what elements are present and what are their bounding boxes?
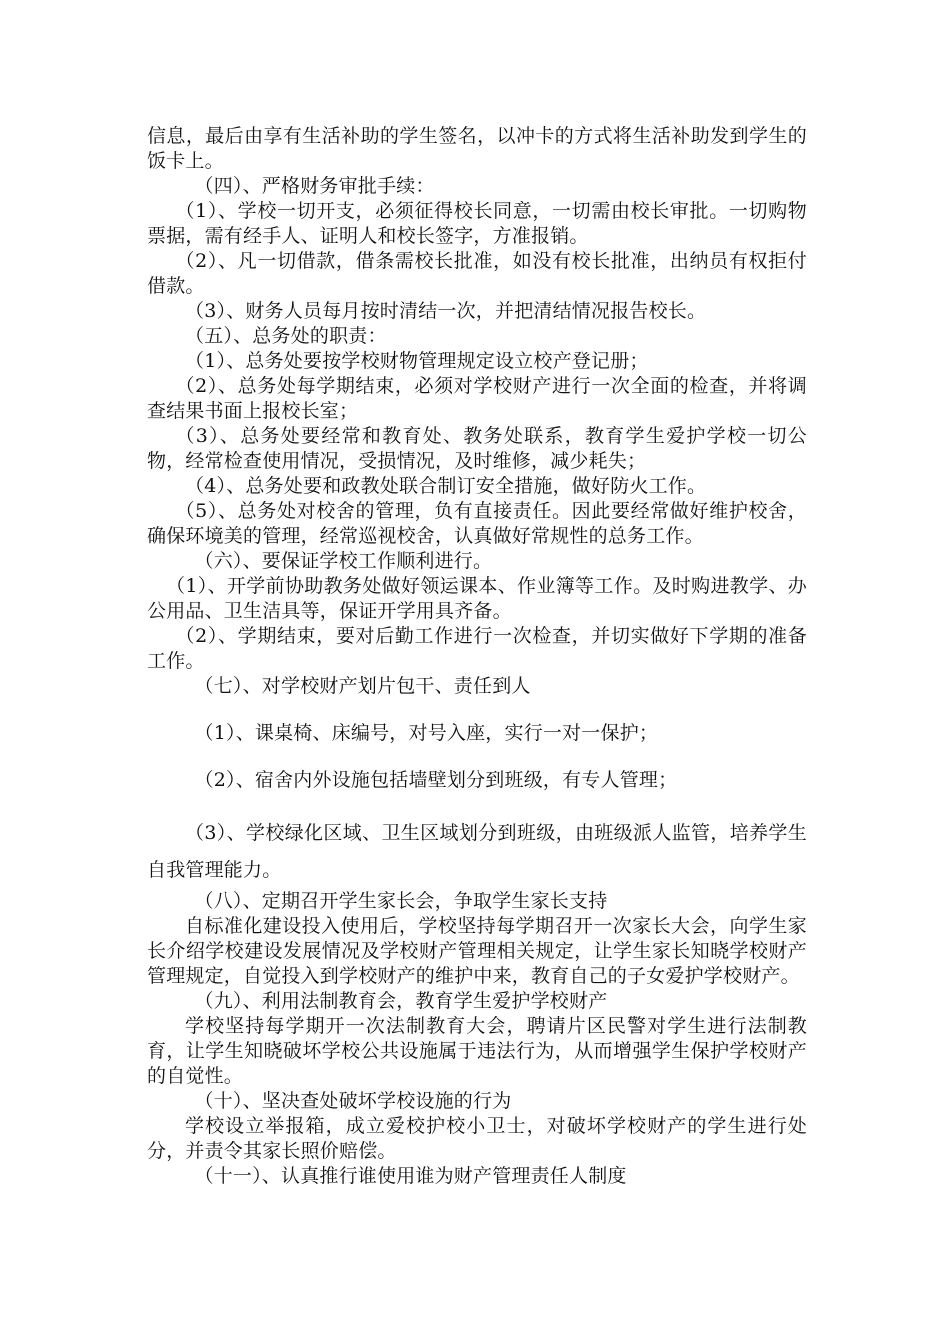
paragraph: （2）、总务处每学期结束，必须对学校财产进行一次全面的检查，并将调查结果书面上报校长室； <box>147 375 807 422</box>
paragraph: （1）、课桌椅、床编号，对号入座，实行一对一保护； <box>194 722 659 744</box>
section-heading: （十一）、认真推行谁使用谁为财产管理责任人制度 <box>194 1165 627 1187</box>
paragraph: （1）、总务处要按学校财物管理规定设立校产登记册； <box>185 350 649 372</box>
section-heading: （九）、利用法制教育会，教育学生爱护学校财产 <box>194 990 608 1012</box>
paragraph: 学校坚持每学期开一次法制教育大会，聘请片区民警对学生进行法制教育，让学生知晓破坏学校公共设施属于违法行为，从而增强学生保护学校财产的自觉性。 <box>147 1015 807 1087</box>
paragraph: （2）、宿舍内外设施包括墙壁划分到班级，有专人管理； <box>194 769 678 791</box>
paragraph: （2）、凡一切借款，借条需校长批准，如没有校长批准，出纳员有权拒付借款。 <box>147 250 807 297</box>
paragraph: （1）、学校一切开支，必须征得校长同意，一切需由校长审批。一切购物票据，需有经手人、证明人和校长签字，方准报销。 <box>147 200 807 247</box>
paragraph: （2）、学期结束，要对后勤工作进行一次检查，并切实做好下学期的准备工作。 <box>147 625 807 672</box>
paragraph: （1）、开学前协助教务处做好领运课本、作业簿等工作。及时购进教学、办公用品、卫生洁具等，保证开学用具齐备。 <box>147 575 807 622</box>
paragraph: （3）、学校绿化区域、卫生区域划分到班级，由班级派人监管，培养学生自我管理能力。 <box>147 822 807 881</box>
section-heading: （六）、要保证学校工作顺利进行。 <box>194 550 493 572</box>
section-heading: （七）、对学校财产划片包干、责任到人 <box>194 675 531 697</box>
section-heading: （五）、总务处的职责： <box>185 325 387 347</box>
section-heading: （十）、坚决查处破坏学校设施的行为 <box>194 1090 512 1112</box>
section-heading: （四）、严格财务审批手续： <box>194 175 435 197</box>
paragraph: 自标准化建设投入使用后，学校坚持每学期召开一次家长大会，向学生家长介绍学校建设发展情况及学校财产管理相关规定，让学生家长知晓学校财产管理规定，自觉投入到学校财产的维护中来，教育自己的子女爱护学校财产。 <box>147 915 807 987</box>
paragraph: （4）、总务处要和政教处联合制订安全措施，做好防火工作。 <box>185 475 707 497</box>
paragraph: 学校设立举报箱，成立爱校护校小卫士，对破坏学校财产的学生进行处分，并责令其家长照价赔偿。 <box>147 1115 807 1162</box>
paragraph: （5）、总务处对校舍的管理，负有直接责任。因此要经常做好维护校舍，确保环境美的管理，经常巡视校舍，认真做好常规性的总务工作。 <box>147 500 807 547</box>
document-body <box>147 124 807 1189</box>
section-heading: （八）、定期召开学生家长会，争取学生家长支持 <box>194 890 608 912</box>
paragraph: （3）、财务人员每月按时清结一次，并把清结情况报告校长。 <box>185 300 707 322</box>
paragraph: 信息，最后由享有生活补助的学生签名，以冲卡的方式将生活补助发到学生的饭卡上。 <box>147 125 807 172</box>
paragraph: （3）、总务处要经常和教育处、教务处联系，教育学生爱护学校一切公物，经常检查使用情况，受损情况，及时维修，减少耗失； <box>147 425 807 472</box>
